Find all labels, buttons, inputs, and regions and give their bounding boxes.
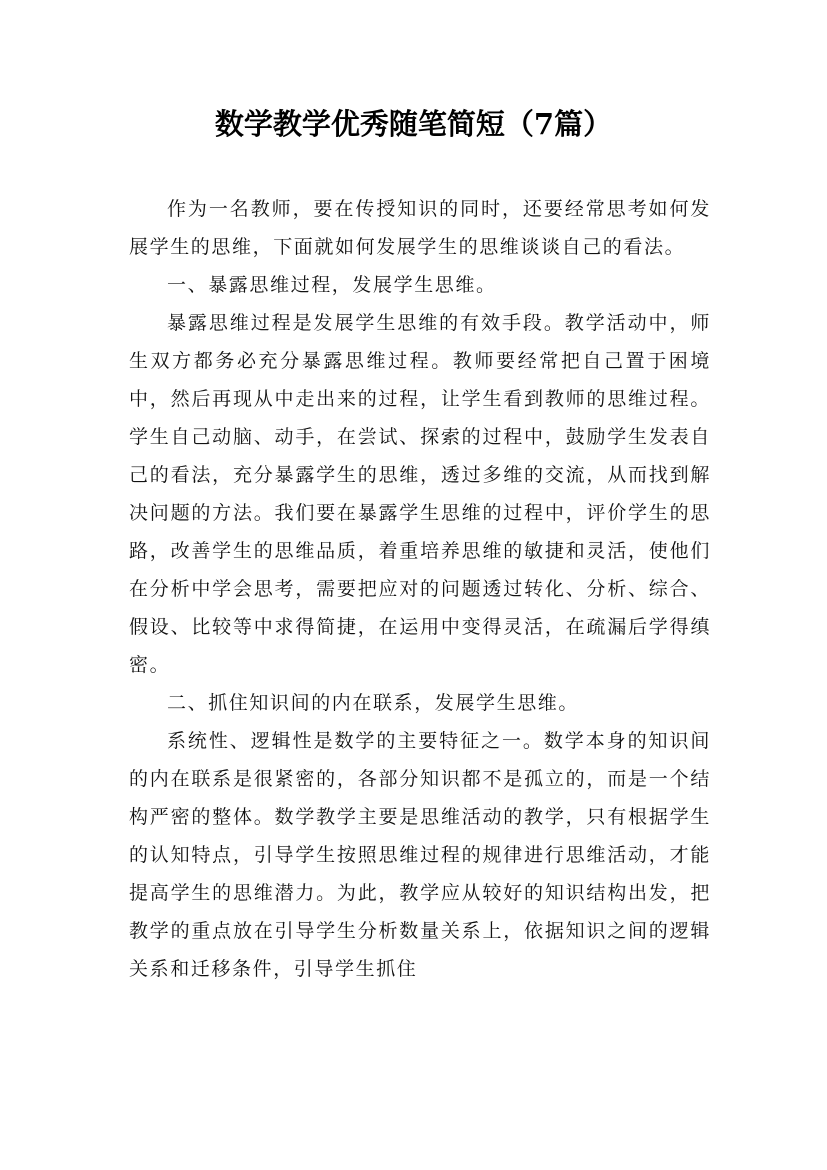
paragraph: 作为一名教师，要在传授知识的同时，还要经常思考如何发展学生的思维，下面就如何发展学生的思维谈谈自己的看法。 (129, 198, 711, 258)
paragraph: 系统性、逻辑性是数学的主要特征之一。数学本身的知识间的内在联系是很紧密的，各部分知识都不是孤立的，而是一个结构严密的整体。数学教学主要是思维活动的教学，只有根据学生的认知特点，引导学生按照思维过程的规律进行思维活动，才能提高学生的思维潜力。为此，教学应从较好的知识结构出发，把教学的重点放在引导学生分析数量关系上，依据知识之间的逻辑关系和迁移条件，引导学生抓住 (129, 730, 711, 980)
section-heading: 二、抓住知识间的内在联系，发展学生思维。 (167, 692, 580, 714)
paragraph: 暴露思维过程是发展学生思维的有效手段。教学活动中，师生双方都务必充分暴露思维过程。教师要经常把自己置于困境中，然后再现从中走出来的过程，让学生看到教师的思维过程。学生自己动脑、动手，在尝试、探索的过程中，鼓励学生发表自己的看法，充分暴露学生的思维，透过多维的交流，从而找到解决问题的方法。我们要在暴露学生思维的过程中，评价学生的思路，改善学生的思维品质，着重培养思维的敏捷和灵活，使他们在分析中学会思考，需要把应对的问题透过转化、分析、综合、假设、比较等中求得简捷，在运用中变得灵活，在疏漏后学得缜密。 (129, 312, 711, 676)
document-title: 数学教学优秀随笔简短（7篇） (214, 107, 613, 141)
document-body (129, 190, 711, 988)
section-heading: 一、暴露思维过程，发展学生思维。 (167, 274, 497, 296)
